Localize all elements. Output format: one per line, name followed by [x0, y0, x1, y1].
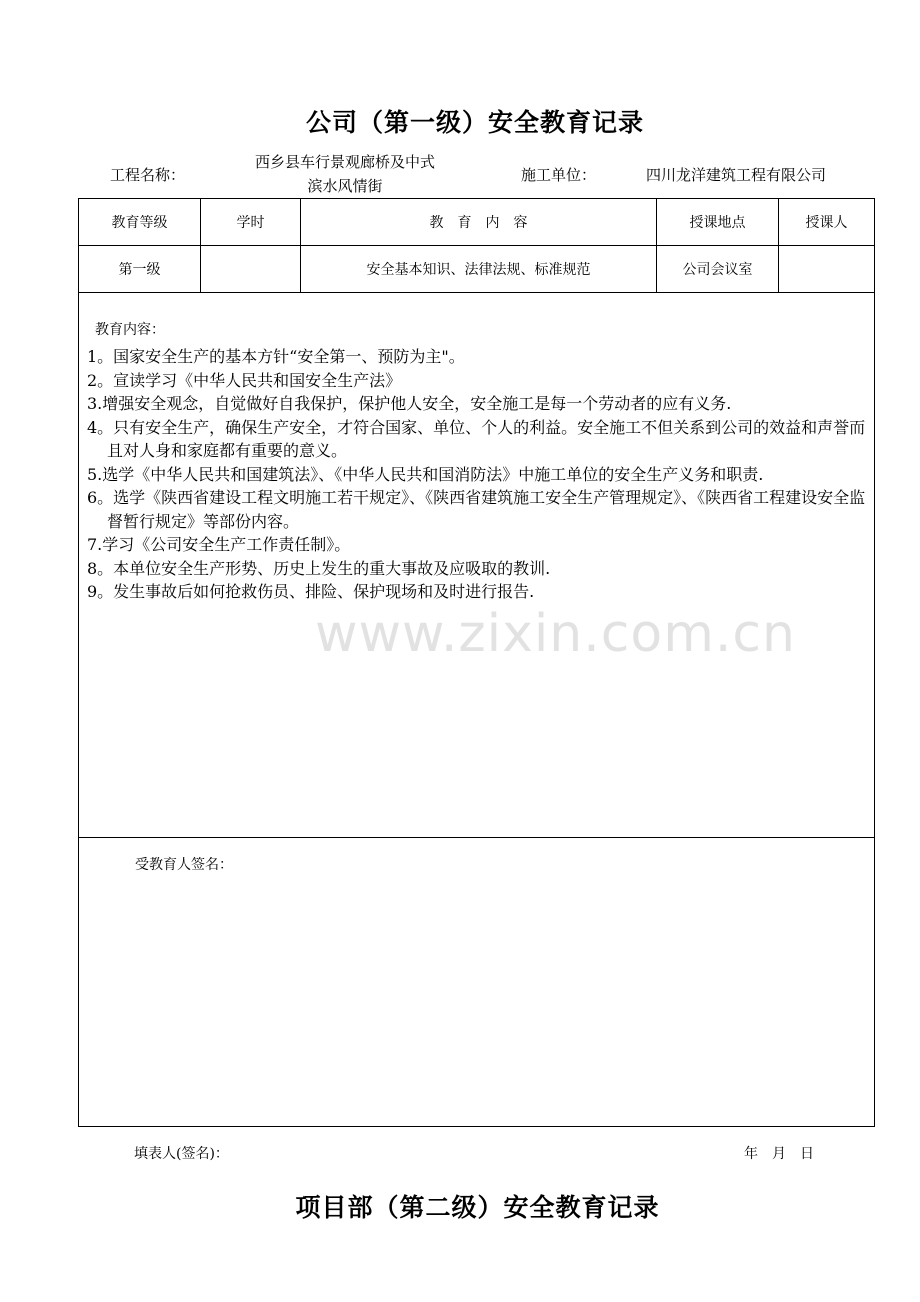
- list-item: 9。发生事故后如何抢救伤员、排险、保护现场和及时进行报告.: [87, 582, 535, 601]
- list-item: 3.增强安全观念，自觉做好自我保护，保护他人安全，安全施工是每一个劳动者的应有义务.: [87, 394, 732, 413]
- document-title: 公司（第一级）安全教育记录: [305, 108, 644, 137]
- project-name-line1: 西乡县车行景观廊桥及中式: [254, 153, 435, 171]
- construction-unit-label: 施工单位：: [521, 166, 597, 184]
- header-level: 教育等级: [79, 199, 201, 246]
- content-row: [79, 293, 875, 838]
- header-location: 授课地点: [657, 199, 779, 246]
- content-heading: 教育内容：: [95, 322, 165, 338]
- signature-label: 受教育人签名：: [135, 857, 233, 873]
- list-item: 6。选学《陕西省建设工程文明施工若干规定》、《陕西省建筑施工安全生产管理规定》、《陕西省工程建设安全监督暂行规定》等部份内容。: [87, 488, 866, 531]
- project-name-label: 工程名称：: [110, 166, 186, 184]
- construction-unit-value: 四川龙洋建筑工程有限公司: [646, 166, 827, 184]
- header-hours: 学时: [201, 199, 301, 246]
- content-cell: [79, 293, 875, 838]
- list-item: 7.学习《公司安全生产工作责任制》。: [87, 535, 351, 554]
- table-row: [79, 246, 875, 293]
- cell-location: 公司会议室: [657, 246, 779, 293]
- next-section-title: 项目部（第二级）安全教育记录: [295, 1193, 660, 1222]
- signature-row: [79, 838, 875, 1127]
- cell-lecturer: [779, 246, 875, 293]
- project-name-value: [230, 150, 460, 198]
- signature-cell: [79, 838, 875, 1127]
- watermark: www.zixin.com.cn: [315, 604, 796, 664]
- cell-content: 安全基本知识、法律法规、标准规范: [301, 246, 657, 293]
- table-header-row: [79, 199, 875, 246]
- list-item: 5.选学《中华人民共和国建筑法》、《中华人民共和国消防法》中施工单位的安全生产义务和职责.: [87, 464, 764, 484]
- filler-signature-label: 填表人(签名)：: [134, 1146, 229, 1162]
- content-list: [87, 345, 868, 604]
- cell-hours: [201, 246, 301, 293]
- header-lecturer: 授课人: [779, 199, 875, 246]
- list-item: 4。只有安全生产，确保生产安全，才符合国家、单位、个人的利益。安全施工不但关系到公司的效益和声誉而且对人身和家庭都有重要的意义。: [87, 417, 866, 460]
- list-item: 8。本单位安全生产形势、历史上发生的重大事故及应吸取的教训.: [87, 558, 551, 578]
- list-item: 1。国家安全生产的基本方针“安全第一、预防为主"。: [87, 347, 465, 366]
- cell-level: 第一级: [79, 246, 201, 293]
- project-name-line2: 滨水风情街: [307, 177, 383, 195]
- list-item: 2。宣读学习《中华人民共和国安全生产法》: [87, 370, 402, 390]
- date-label: 年 月 日: [744, 1146, 814, 1162]
- header-content: 教 育 内 容: [301, 199, 657, 246]
